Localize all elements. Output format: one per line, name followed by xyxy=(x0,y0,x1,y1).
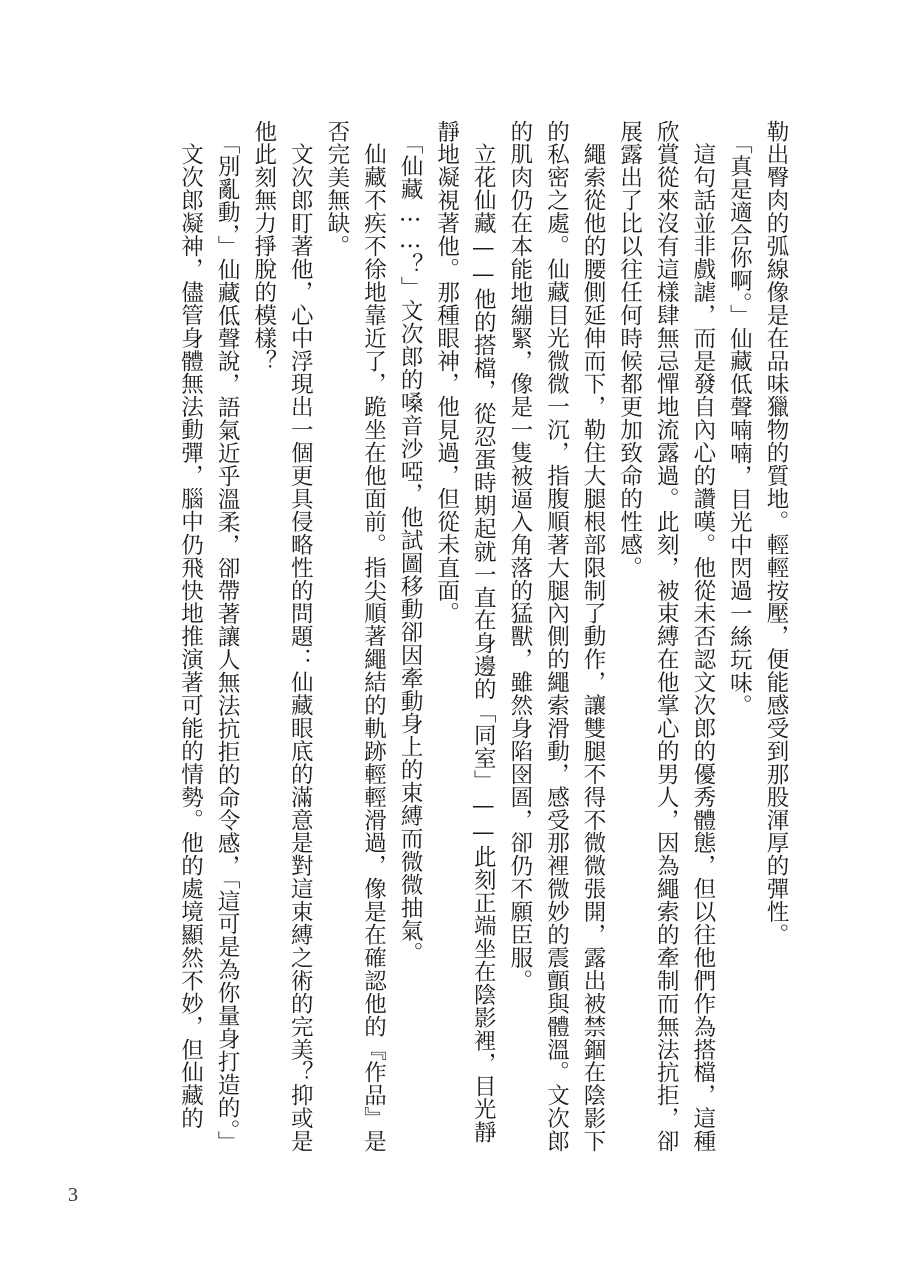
paragraph: 繩索從他的腰側延伸而下，勒住大腿根部限制了動作，讓雙腿不得不微微張開，露出被禁錮在陰影下的私密之處。仙藏目光微微一沉，指腹順著大腿內側的繩索滑動，感受那裡微妙的震顫與體溫。文次郎的肌肉仍在本能地繃緊，像是一隻被逼入角落的猛獸，雖然身陷囹圄，卻仍不願臣服。 xyxy=(506,120,607,1153)
paragraph: 「別亂動，」仙藏低聲說，語氣近乎溫柔，卻帶著讓人無法抗拒的命令感，「這可是為你量身打造的。」 xyxy=(214,120,241,1154)
paragraph: 文次郎凝神，儘管身體無法動彈，腦中仍飛快地推演著可能的情勢。他的處境顯然不妙，但仙藏的 xyxy=(177,120,204,1130)
page-number: 3 xyxy=(68,1184,78,1206)
paragraph: 勒出臀肉的弧線像是在品味獵物的質地。輕輕按壓，便能感受到那股渾厚的彈性。 xyxy=(763,120,789,947)
paragraph: 立花仙藏——他的搭檔，從忍蛋時期起就一直在身邊的「同室」——此刻正端坐在陰影裡，目光靜靜地凝視著他。那種眼神，他見過，但從未直面。 xyxy=(433,120,497,1144)
paragraph: 這句話並非戲謔，而是發自內心的讚嘆。他從未否認文次郎的優秀體態，但以往他們作為搭檔，這種欣賞從來沒有這樣肆無忌憚地流露過。此刻，被束縛在他掌心的男人，因為繩索的牽制而無法抗拒，卻展露出了比以往任何時候都更加致命的性感。 xyxy=(616,120,716,1153)
paragraph: 「真是適合你啊。」仙藏低聲喃喃，目光中閃過一絲玩味。 xyxy=(726,120,753,718)
paragraph: 仙藏不疾不徐地靠近了，跪坐在他面前。指尖順著繩結的軌跡輕輕滑過，像是在確認他的『作品』是否完美無缺。 xyxy=(323,120,387,1153)
paragraph: 文次郎盯著他，心中浮現出一個更具侵略性的問題：仙藏眼底的滿意是對這束縛之術的完美？抑或是他此刻無力掙脫的模樣？ xyxy=(250,120,314,1153)
vertical-text-body xyxy=(172,120,794,1160)
paragraph: 「仙藏……？」文次郎的嗓音沙啞，他試圖移動卻因牽動身上的束縛而微微抽氣。 xyxy=(397,120,424,965)
